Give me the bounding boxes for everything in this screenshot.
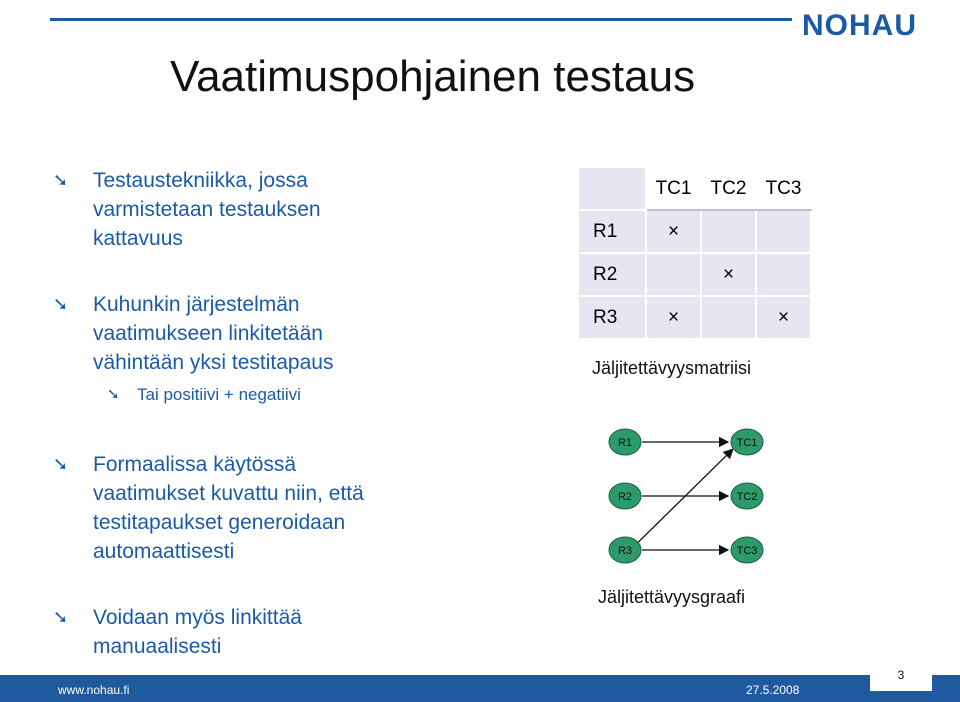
nohau-logo — [800, 6, 950, 42]
traceability-matrix — [577, 166, 812, 340]
matrix-row-header: R3 — [578, 296, 646, 339]
graph-node-tc3 — [731, 537, 763, 563]
sub-bullet-text: Tai positiivi + negatiivi — [137, 385, 301, 404]
footer-url[interactable]: www.nohau.fi — [58, 683, 130, 697]
matrix-cell: × — [646, 296, 701, 339]
arrow-bullet-icon: ➘ — [53, 607, 69, 627]
bullet-4 — [53, 603, 302, 661]
slide-title: Vaatimuspohjainen testaus — [170, 52, 696, 101]
bullet-text: Kuhunkin järjestelmän vaatimukseen linkitetään vähintään yksi testitapaus — [93, 293, 334, 374]
matrix-caption: Jäljitettävyysmatriisi — [592, 358, 752, 378]
matrix-cell — [756, 210, 811, 253]
bullet-2 — [53, 290, 334, 377]
graph-node-label: TC3 — [736, 545, 758, 557]
footer-bar — [0, 675, 960, 702]
page-number: 3 — [870, 659, 932, 691]
matrix-cell: × — [646, 210, 701, 253]
bullet-text: Formaalissa käytössä vaatimukset kuvattu niin, että testitapaukset generoidaan automaattisesti — [93, 453, 364, 563]
bullet-3 — [53, 450, 364, 566]
matrix-row-header: R2 — [578, 253, 646, 296]
graph-node-tc1 — [731, 429, 763, 455]
graph-caption: Jäljitettävyysgraafi — [598, 587, 746, 607]
graph-node-tc2 — [731, 483, 763, 509]
graph-node-r1 — [609, 429, 641, 455]
graph-node-label: TC2 — [736, 491, 758, 503]
matrix-cell: × — [756, 296, 811, 339]
footer-date: 27.5.2008 — [746, 683, 800, 697]
graph-node-label: R3 — [617, 545, 633, 557]
matrix-col-header: TC3 — [756, 167, 811, 210]
traceability-graph — [590, 425, 790, 570]
matrix-cell — [701, 296, 756, 339]
matrix-cell — [646, 253, 701, 296]
matrix-cell — [701, 210, 756, 253]
arrow-bullet-icon: ➘ — [107, 386, 120, 403]
bullet-1 — [53, 166, 321, 253]
graph-node-r2 — [609, 483, 641, 509]
matrix-cell: × — [701, 253, 756, 296]
bullet-text: Testaustekniikka, jossa varmistetaan testauksen kattavuus — [93, 169, 321, 250]
matrix-col-header: TC1 — [646, 167, 701, 210]
arrow-bullet-icon: ➘ — [53, 170, 69, 190]
arrow-bullet-icon: ➘ — [53, 294, 69, 314]
bullet-text: Voidaan myös linkittää manuaalisesti — [93, 606, 302, 658]
logo-text: NOHAU — [802, 9, 917, 42]
sub-bullet — [107, 383, 301, 407]
header-rule — [50, 18, 792, 21]
matrix-row-header: R1 — [578, 210, 646, 253]
matrix-cell — [756, 253, 811, 296]
matrix-col-header: TC2 — [701, 167, 756, 210]
matrix-corner — [578, 167, 646, 210]
graph-node-label: R1 — [617, 437, 633, 449]
graph-edges — [638, 442, 733, 550]
arrow-bullet-icon: ➘ — [53, 454, 69, 474]
graph-node-label: TC1 — [736, 437, 758, 449]
graph-node-label: R2 — [617, 491, 633, 503]
graph-node-r3 — [609, 537, 641, 563]
